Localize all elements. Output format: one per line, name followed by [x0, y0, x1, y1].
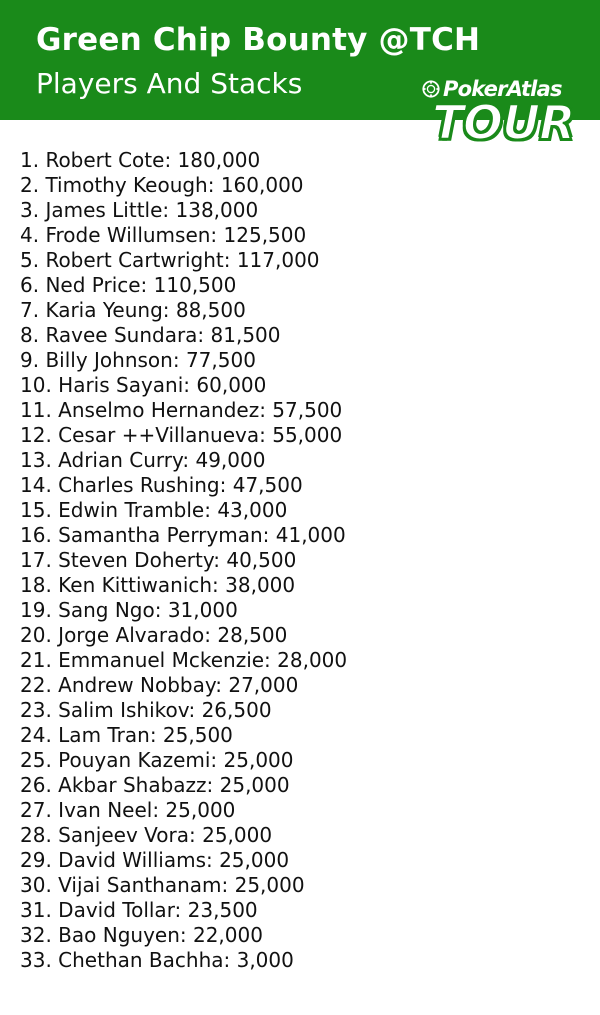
page-subtitle: Players And Stacks: [36, 67, 303, 100]
player-row: 12. Cesar ++Villanueva: 55,000: [20, 423, 343, 447]
player-row: 32. Bao Nguyen: 22,000: [20, 923, 263, 947]
player-row: 15. Edwin Tramble: 43,000: [20, 498, 288, 522]
player-row: 7. Karia Yeung: 88,500: [20, 298, 246, 322]
player-row: 6. Ned Price: 110,500: [20, 273, 237, 297]
player-row: 27. Ivan Neel: 25,000: [20, 798, 236, 822]
player-row: 20. Jorge Alvarado: 28,500: [20, 623, 288, 647]
player-row: 17. Steven Doherty: 40,500: [20, 548, 297, 572]
player-row: 29. David Williams: 25,000: [20, 848, 290, 872]
player-row: 24. Lam Tran: 25,500: [20, 723, 233, 747]
player-row: 1. Robert Cote: 180,000: [20, 148, 261, 172]
player-row: 18. Ken Kittiwanich: 38,000: [20, 573, 296, 597]
player-row: 13. Adrian Curry: 49,000: [20, 448, 266, 472]
player-row: 33. Chethan Bachha: 3,000: [20, 948, 294, 972]
player-row: 26. Akbar Shabazz: 25,000: [20, 773, 290, 797]
player-row: 21. Emmanuel Mckenzie: 28,000: [20, 648, 348, 672]
logo-tour-text: TOUR: [432, 96, 575, 151]
players-list: [20, 148, 347, 973]
player-row: 11. Anselmo Hernandez: 57,500: [20, 398, 343, 422]
player-row: 9. Billy Johnson: 77,500: [20, 348, 256, 372]
player-row: 3. James Little: 138,000: [20, 198, 259, 222]
player-row: 30. Vijai Santhanam: 25,000: [20, 873, 305, 897]
player-row: 19. Sang Ngo: 31,000: [20, 598, 238, 622]
player-row: 23. Salim Ishikov: 26,500: [20, 698, 272, 722]
player-row: 5. Robert Cartwright: 117,000: [20, 248, 320, 272]
player-row: 25. Pouyan Kazemi: 25,000: [20, 748, 294, 772]
player-row: 16. Samantha Perryman: 41,000: [20, 523, 346, 547]
player-row: 8. Ravee Sundara: 81,500: [20, 323, 281, 347]
player-row: 10. Haris Sayani: 60,000: [20, 373, 267, 397]
pokeratlas-tour-logo: [422, 72, 594, 156]
player-row: 14. Charles Rushing: 47,500: [20, 473, 303, 497]
player-row: 2. Timothy Keough: 160,000: [20, 173, 304, 197]
logo-brand-text: PokerAtlas: [443, 77, 562, 101]
player-row: 28. Sanjeev Vora: 25,000: [20, 823, 273, 847]
player-row: 31. David Tollar: 23,500: [20, 898, 258, 922]
player-row: 4. Frode Willumsen: 125,500: [20, 223, 307, 247]
page-title: Green Chip Bounty @TCH: [36, 22, 481, 58]
player-row: 22. Andrew Nobbay: 27,000: [20, 673, 299, 697]
